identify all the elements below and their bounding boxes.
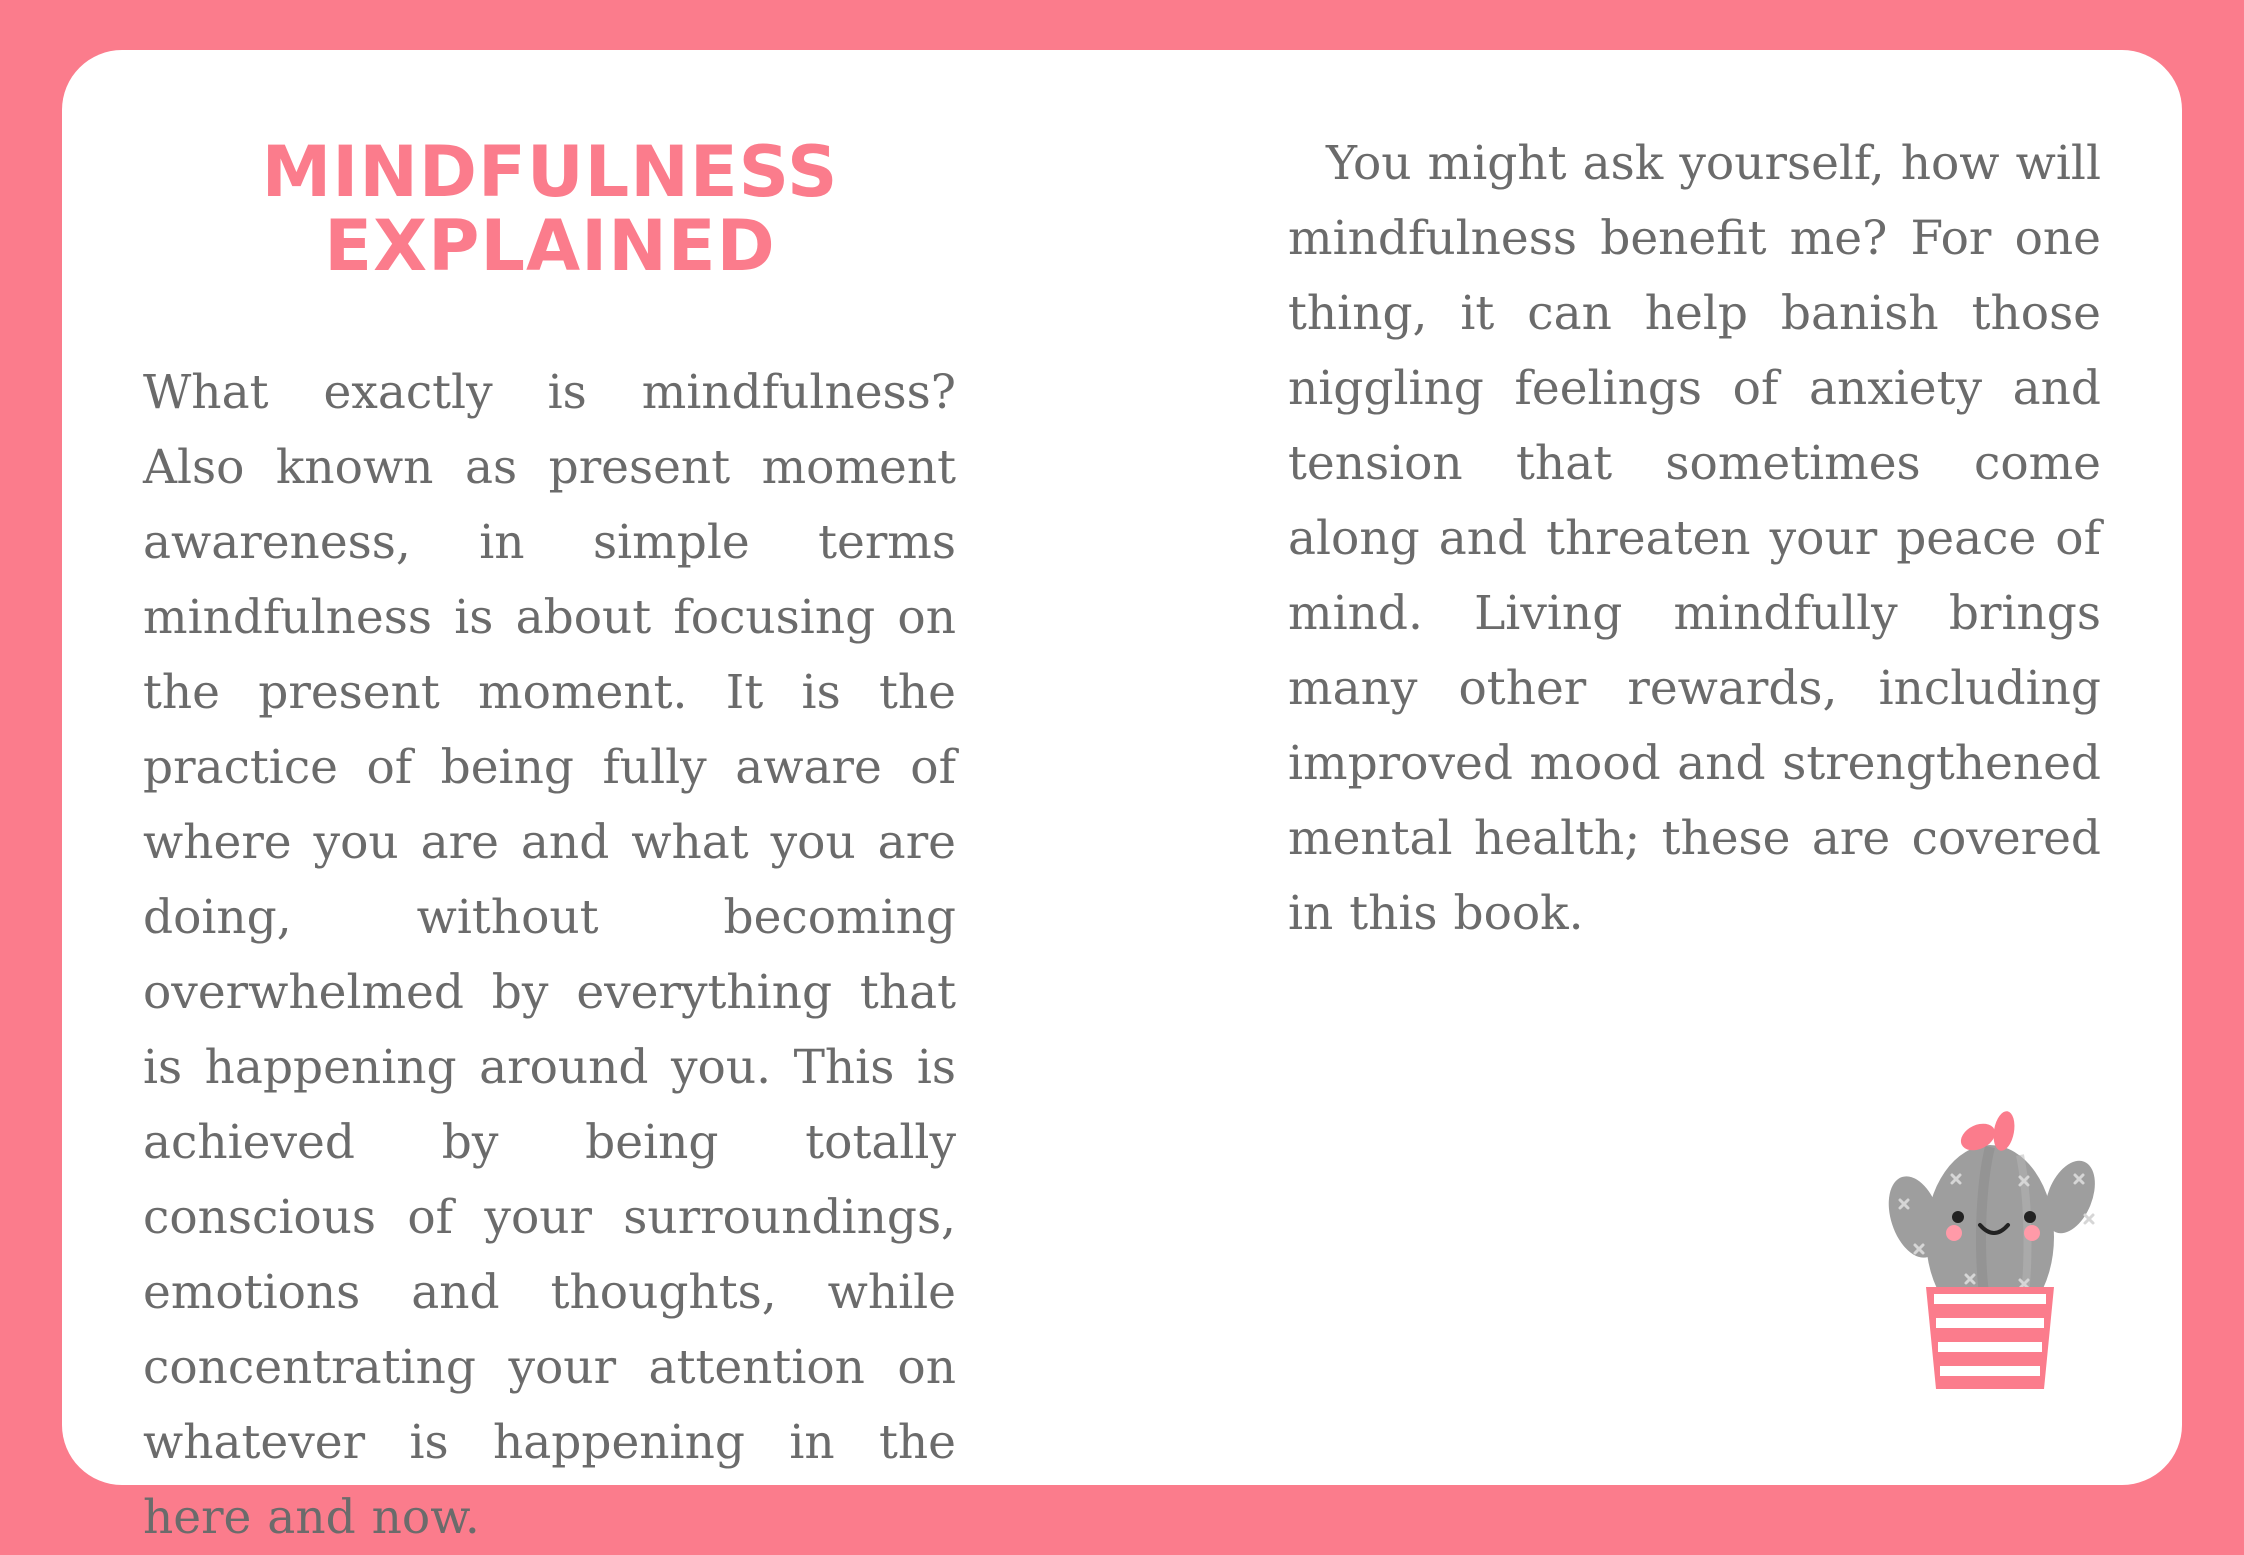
- right-paragraph: You might ask yourself, how will mindfulness benefit me? For one thing, it can help banish those niggling feelings of anxiety and tension that sometimes come along and threaten your peace of mind. Living mindfully brings many other rewards, including improved mood and strengthened mental health; these are covered in this book.: [1288, 136, 2101, 941]
- title-line-1: MINDFULNESS: [261, 131, 839, 213]
- cactus-pot: [1926, 1287, 2054, 1389]
- cactus-icon: [1870, 1105, 2110, 1395]
- cactus-left-eye: [1952, 1211, 1964, 1223]
- title-line-2: EXPLAINED: [324, 205, 776, 287]
- left-paragraph: What exactly is mindfulness? Also known as present moment awareness, in simple terms mindfulness is about focusing on the present moment. It is the practice of being fully aware of where you are and what you are doing, without becoming overwhelmed by everything that is happening around you. This is achieved by being totally conscious of your surroundings, emotions and thoughts, while concentrating your attention on whatever is happening in the here and now.: [143, 365, 956, 1545]
- page-title: [180, 131, 920, 287]
- cactus-right-eye: [2024, 1211, 2036, 1223]
